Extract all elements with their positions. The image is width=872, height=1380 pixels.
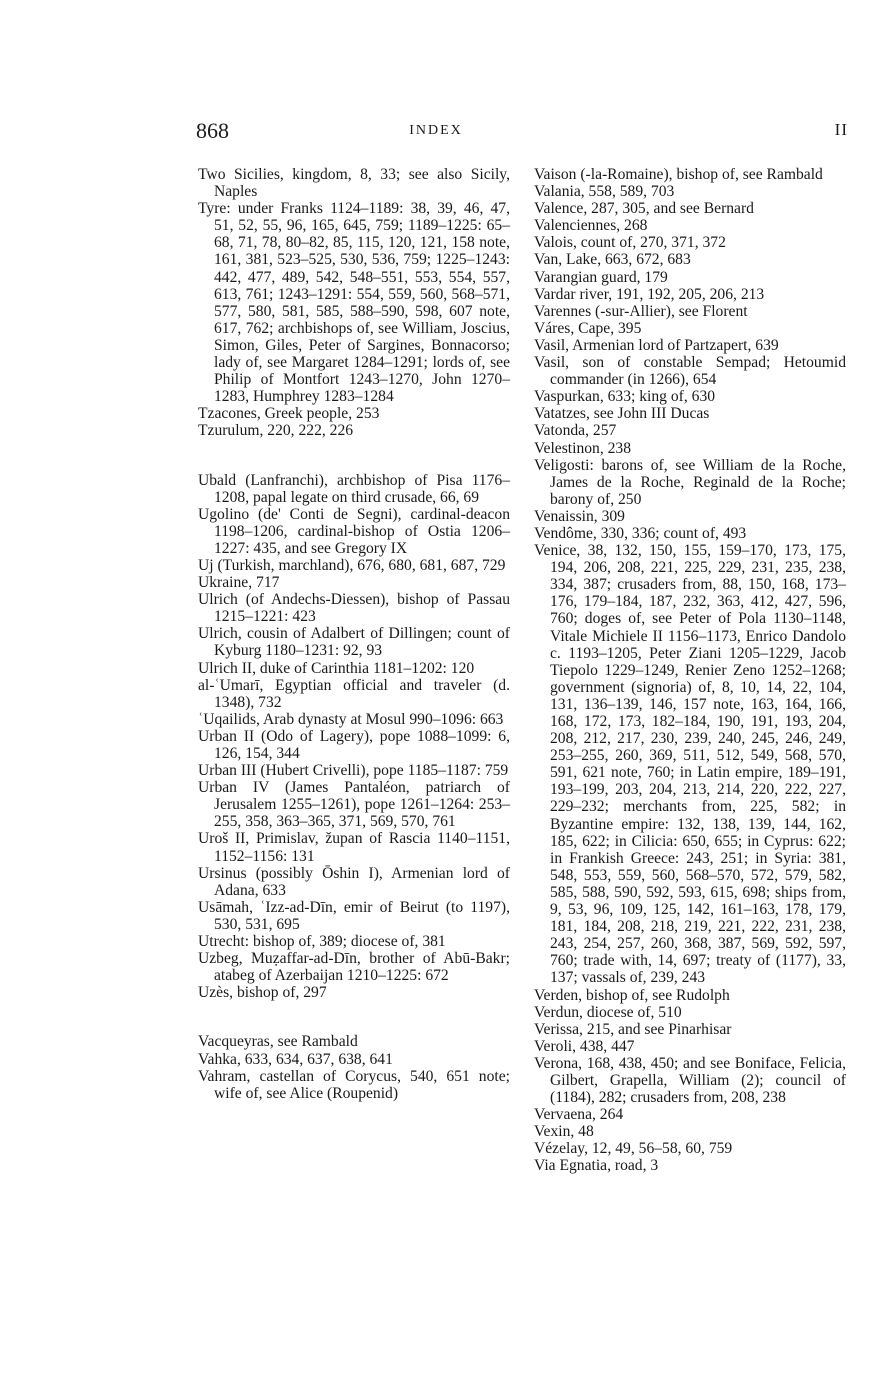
index-entry: Via Egnatia, road, 3 bbox=[534, 1157, 659, 1175]
index-entry: Uroš II, Primislav, župan of Rascia 1140–1151, 1152–1156: 131 bbox=[198, 830, 510, 865]
index-entry: Valenciennes, 268 bbox=[534, 217, 648, 235]
index-entry: Vahka, 633, 634, 637, 638, 641 bbox=[198, 1050, 393, 1068]
index-entry: Valence, 287, 305, and see Bernard bbox=[534, 200, 754, 218]
index-entry: ʿUqailids, Arab dynasty at Mosul 990–1096: 663 bbox=[198, 710, 504, 728]
index-entry: Uzès, bishop of, 297 bbox=[198, 984, 327, 1002]
index-section-t bbox=[198, 166, 510, 440]
index-section-v bbox=[198, 1033, 510, 1101]
index-entry: Usāmah, ʿIzz-ad-Dīn, emir of Beirut (to 1197), 530, 531, 695 bbox=[198, 898, 510, 933]
running-head: INDEX bbox=[409, 123, 463, 138]
index-entry: Tzacones, Greek people, 253 bbox=[198, 405, 380, 423]
index-entry: Urban III (Hubert Crivelli), pope 1185–1187: 759 bbox=[198, 762, 509, 780]
section-spacer bbox=[198, 440, 510, 472]
index-entry: Vatatzes, see John III Ducas bbox=[534, 405, 710, 423]
index-entry: Vervaena, 264 bbox=[534, 1106, 624, 1124]
index-entry: Utrecht: bishop of, 389; diocese of, 381 bbox=[198, 933, 446, 951]
index-entry: Vaison (-la-Romaine), bishop of, see Rambald bbox=[534, 166, 823, 183]
index-entry: Ukraine, 717 bbox=[198, 574, 280, 592]
index-entry: Ulrich II, duke of Carinthia 1181–1202: 120 bbox=[198, 659, 475, 677]
index-entry: Verdun, diocese of, 510 bbox=[534, 1003, 682, 1021]
index-entry: Verona, 168, 438, 450; and see Boniface, Felicia, Gilbert, Grapella, William (2); council of (1184), 282; crusaders from, 208, 238 bbox=[534, 1054, 846, 1107]
index-entry: al-ʿUmarī, Egyptian official and traveler (d. 1348), 732 bbox=[198, 676, 510, 711]
index-entry: Veligosti: barons of, see William de la Roche, James de la Roche, Reginald de la Roche; barony of, 250 bbox=[534, 456, 846, 508]
index-entry: Venaissin, 309 bbox=[534, 507, 625, 525]
index-entry: Ulrich (of Andechs-Diessen), bishop of Passau 1215–1221: 423 bbox=[198, 591, 510, 626]
index-entry: Vézelay, 12, 49, 56–58, 60, 759 bbox=[534, 1140, 733, 1158]
index-entry: Van, Lake, 663, 672, 683 bbox=[534, 251, 691, 269]
index-entry: Tzurulum, 220, 222, 226 bbox=[198, 422, 354, 440]
index-entry: Vexin, 48 bbox=[534, 1123, 594, 1141]
index-entry: Valania, 558, 589, 703 bbox=[534, 183, 675, 201]
index-entry: Vendôme, 330, 336; count of, 493 bbox=[534, 524, 747, 542]
index-entry: Verden, bishop of, see Rudolph bbox=[534, 986, 730, 1004]
index-section-u bbox=[198, 472, 510, 1002]
volume-number: II bbox=[834, 120, 848, 139]
page-number: 868 bbox=[196, 118, 229, 143]
index-entry: Two Sicilies, kingdom, 8, 33; see also Sicily, Naples bbox=[198, 166, 510, 201]
index-entry: Tyre: under Franks 1124–1189: 38, 39, 46, 47, 51, 52, 55, 96, 165, 645, 759; 1189–1225: 65–68, 71, 78, 80–82, 85, 115, 120, 121, 158 note, 161, 381, 523–525, 530, 536, 759; 1225–1243: 442, 477, 489, 542, 548–551, 553, 554, 557, 613, 761; 1243–1291: 554, 559, 560, 568–571, 577, 580, 581, 585, 588–590, 598, 607 note, 617, 762; archbishops of, see William, Joscius, Simon, Giles, Peter of Sargines, Bonnacorso; lady of, see Margaret 1284–1291; lords of, see Philip of Montfort 1243–1270, John 1270–1283, Humphrey 1283–1284 bbox=[198, 200, 510, 406]
index-entry: Vasil, son of constable Sempad; Hetoumid commander (in 1266), 654 bbox=[534, 354, 846, 389]
index-entry: Váres, Cape, 395 bbox=[534, 319, 642, 337]
index-entry: Vahram, castellan of Corycus, 540, 651 note; wife of, see Alice (Roupenid) bbox=[198, 1067, 510, 1102]
index-entry: Venice, 38, 132, 150, 155, 159–170, 173, 175, 194, 206, 208, 221, 225, 229, 231, 235, 238, 334, 387; crusaders from, 88, 150, 168, 173–176, 179–184, 187, 232, 363, 412, 427, 596, 760; doges of, see Peter of Pola 1130–1148, Vitale Michiele II 1156–1173, Enrico Dandolo c. 1193–1205, Peter Ziani 1205–1229, Jacob Tiepolo 1229–1249, Renier Zeno 1252–1268; government (signoria) of, 8, 10, 14, 22, 104, 131, 136–139, 146, 157 note, 163, 164, 166, 168, 172, 173, 182–184, 190, 191, 193, 204, 208, 212, 217, 230, 239, 240, 245, 246, 249, 253–255, 260, 369, 511, 512, 549, 568, 570, 591, 621 note, 760; in Latin empire, 189–191, 193–199, 203, 204, 213, 214, 220, 222, 227, 229–232; merchants from, 225, 582; in Byzantine empire: 132, 138, 139, 144, 162, 185, 622; in Cilicia: 650, 655; in Cyprus: 622; in Frankish Greece: 243, 251; in Syria: 381, 548, 553, 559, 560, 568–570, 572, 579, 582, 585, 588, 590, 592, 593, 615, 698; ships from, 9, 53, 96, 109, 125, 142, 161–163, 178, 179, 181, 184, 208, 218, 219, 221, 222, 231, 238, 243, 254, 257, 260, 368, 387, 569, 592, 597, 760; trade with, 14, 697; treaty of (1177), 33, 137; vassals of, 239, 243 bbox=[534, 542, 846, 987]
index-entry: Ubald (Lanfranchi), archbishop of Pisa 1176–1208, papal legate on third crusade, 66, 69 bbox=[198, 471, 510, 506]
index-entry: Urban II (Odo of Lagery), pope 1088–1099: 6, 126, 154, 344 bbox=[198, 727, 510, 762]
index-entry: Vatonda, 257 bbox=[534, 422, 617, 440]
section-spacer bbox=[198, 1001, 510, 1033]
index-entry: Vaspurkan, 633; king of, 630 bbox=[534, 388, 716, 406]
index-entry: Vasil, Armenian lord of Partzapert, 639 bbox=[534, 336, 779, 354]
index-column-left bbox=[198, 166, 510, 1102]
index-entry: Varennes (-sur-Allier), see Florent bbox=[534, 302, 748, 320]
index-entry: Ursinus (possibly Ōshin I), Armenian lord of Adana, 633 bbox=[198, 864, 510, 899]
index-entry: Vacqueyras, see Rambald bbox=[198, 1033, 358, 1051]
index-column-right bbox=[534, 166, 846, 1175]
index-entry: Uj (Turkish, marchland), 676, 680, 681, 687, 729 bbox=[198, 556, 506, 574]
index-entry: Ugolino (de' Conti de Segni), cardinal-deacon 1198–1206, cardinal-bishop of Ostia 1206–1227: 435, and see Gregory IX bbox=[198, 505, 510, 557]
index-entry: Veroli, 438, 447 bbox=[534, 1037, 635, 1055]
index-entry: Ulrich, cousin of Adalbert of Dillingen; count of Kyburg 1180–1231: 92, 93 bbox=[198, 625, 510, 660]
index-entry: Verissa, 215, and see Pinarhisar bbox=[534, 1020, 732, 1038]
page-header bbox=[0, 118, 872, 144]
index-entry: Uzbeg, Muẓaffar-ad-Dīn, brother of Abū-Bakr; atabeg of Azerbaijan 1210–1225: 672 bbox=[198, 950, 510, 985]
index-entry: Vardar river, 191, 192, 205, 206, 213 bbox=[534, 285, 765, 303]
index-entry: Valois, count of, 270, 371, 372 bbox=[534, 234, 726, 252]
index-entry: Velestinon, 238 bbox=[534, 439, 632, 457]
index-entry: Varangian guard, 179 bbox=[534, 268, 668, 286]
index-entry: Urban IV (James Pantaléon, patriarch of Jerusalem 1255–1261), pope 1261–1264: 253–255, 358, 363–365, 371, 569, 570, 761 bbox=[198, 779, 510, 831]
